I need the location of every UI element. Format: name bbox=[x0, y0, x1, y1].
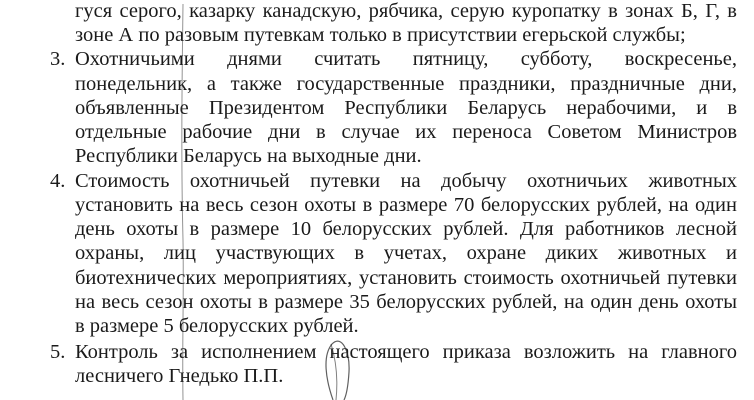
item-3-number: 3. bbox=[50, 48, 66, 70]
item-4-line-4: охраны, лиц участвующих в учетах, охране диких животных и bbox=[75, 242, 737, 264]
continuation-line-1: гуся серого, казарку канадскую, рябчика, серую куропатку в зонах Б, Г, в bbox=[75, 0, 737, 22]
item-4-line-7: в размере 5 белорусских рублей. bbox=[75, 315, 359, 337]
item-4-number: 4. bbox=[50, 170, 66, 192]
item-4-line-2: установить на весь сезон охоты в размере 70 белорусских рублей, на один bbox=[75, 194, 737, 216]
item-3-line-2: понедельник, а также государственные праздники, праздничные дни, bbox=[75, 73, 737, 95]
item-5-number: 5. bbox=[50, 341, 66, 363]
item-5-line-2: лесничего Гнедько П.П. bbox=[75, 365, 284, 387]
item-3-line-4: отдельные рабочие дни в случае их переноса Советом Министров bbox=[75, 121, 737, 143]
item-4-line-6: на весь сезон охоты в размере 35 белорусских рублей, на один день охоты bbox=[75, 291, 737, 313]
item-4-line-3: день охоты в размере 10 белорусских рублей. Для работников лесной bbox=[75, 218, 737, 240]
item-4-line-5: биотехнических мероприятиях, установить стоимость охотничьей путевки bbox=[75, 267, 737, 289]
item-5-line-1: Контроль за исполнением настоящего приказа возложить на главного bbox=[75, 341, 737, 363]
item-3-line-5: Республики Беларусь на выходные дни. bbox=[75, 145, 422, 167]
item-3-line-3: объявленные Президентом Республики Беларусь нерабочими, и в bbox=[75, 97, 737, 119]
continuation-line-2: зоне А по разовым путевкам только в присутствии егерьской службы; bbox=[75, 24, 686, 46]
item-3-line-1: Охотничьими днями считать пятницу, субботу, воскресенье, bbox=[75, 48, 737, 70]
item-4-line-1: Стоимость охотничьей путевки на добычу охотничьих животных bbox=[75, 170, 737, 192]
